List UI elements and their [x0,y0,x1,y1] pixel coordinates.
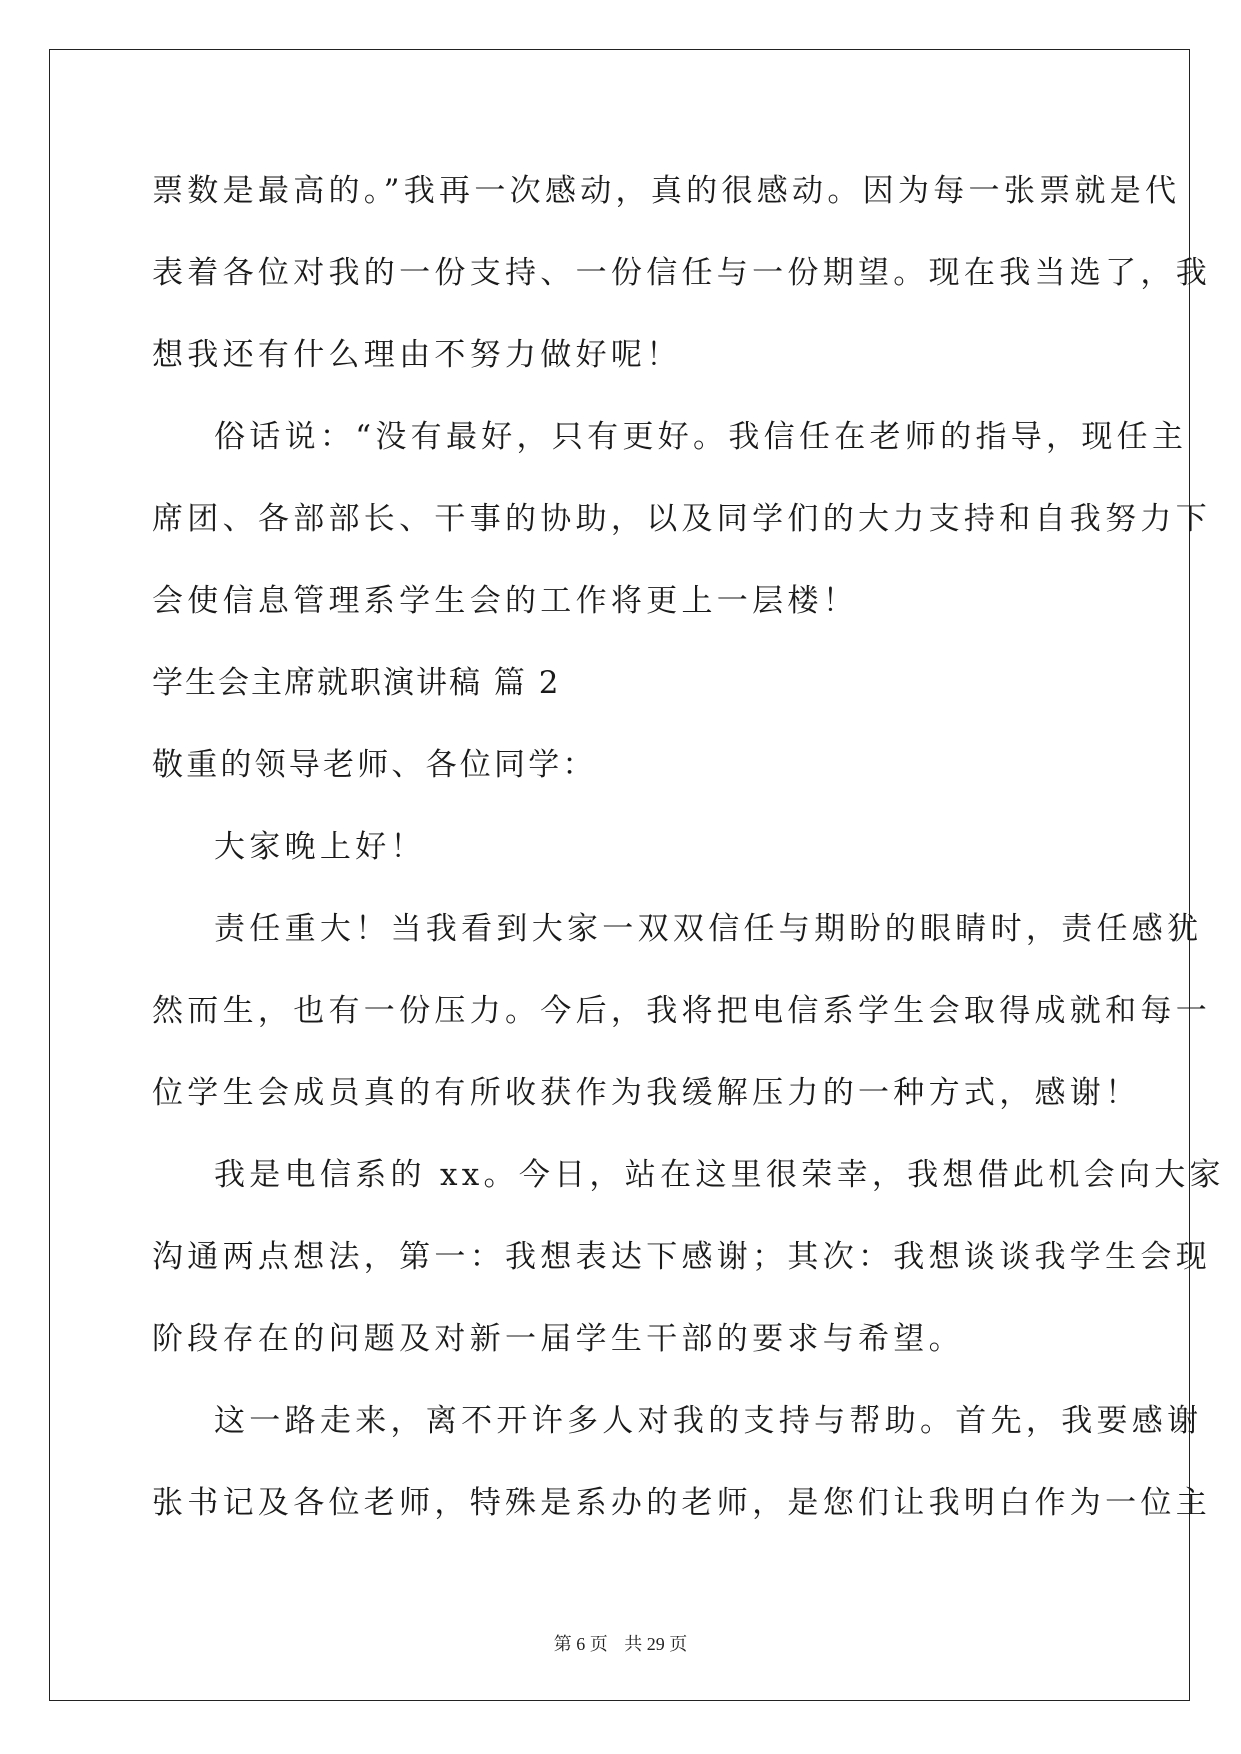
text-line: 大家晚上好！ [214,829,426,865]
text-line: 席团、各部部长、干事的协助，以及同学们的大力支持和自我努力下 [152,501,1211,537]
section-heading: 学生会主席就职演讲稿 篇 2 [152,665,561,701]
salutation: 敬重的领导老师、各位同学： [152,747,597,783]
page-footer [0,1630,1241,1656]
text-line: 张书记及各位老师，特殊是系办的老师，是您们让我明白作为一位主 [152,1485,1211,1521]
text-line: 我是电信系的 xx。今日，站在这里很荣幸，我想借此机会向大家 [214,1157,1225,1193]
text-line: 位学生会成员真的有所收获作为我缓解压力的一种方式，感谢！ [152,1075,1141,1111]
text-line: 票数是最高的。”我再一次感动，真的很感动。因为每一张票就是代 [152,173,1181,209]
text-line: 沟通两点想法，第一：我想表达下感谢；其次：我想谈谈我学生会现 [152,1239,1211,1275]
text-line: 会使信息管理系学生会的工作将更上一层楼！ [152,583,858,619]
text-line: 这一路走来，离不开许多人对我的支持与帮助。首先，我要感谢 [214,1403,1203,1439]
page-total: 共 29 页 [624,1634,688,1654]
text-line: 然而生，也有一份压力。今后，我将把电信系学生会取得成就和每一 [152,993,1211,1029]
text-line: 想我还有什么理由不努力做好呢！ [152,337,682,373]
page-number: 第 6 页 [553,1634,608,1654]
text-line: 表着各位对我的一份支持、一份信任与一份期望。现在我当选了，我 [152,255,1211,291]
document-body [152,158,1225,1552]
text-line: 俗话说：“没有最好，只有更好。我信任在老师的指导，现任主 [214,419,1188,455]
text-line: 阶段存在的问题及对新一届学生干部的要求与希望。 [152,1321,964,1357]
text-line: 责任重大！当我看到大家一双双信任与期盼的眼睛时，责任感犹 [214,911,1203,947]
